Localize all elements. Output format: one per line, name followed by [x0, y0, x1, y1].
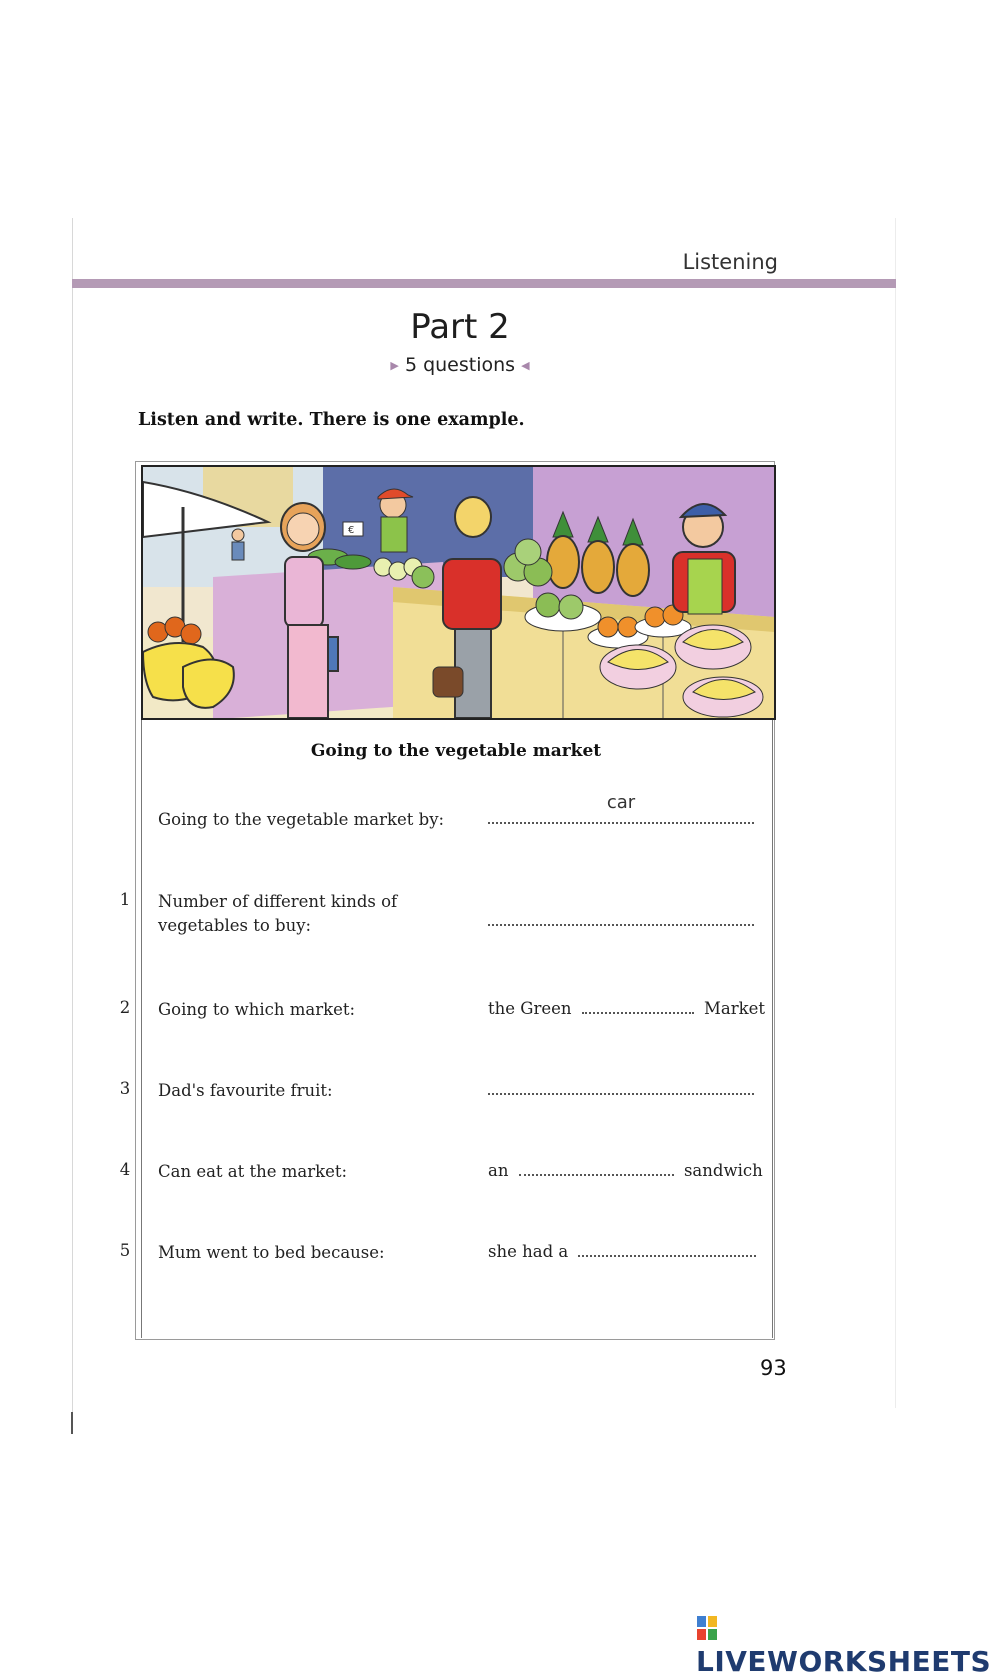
question-prompt: Dad's favourite fruit: — [158, 1081, 333, 1100]
question-prompt: Number of different kinds of vegetables to buy: — [158, 892, 398, 935]
question-number: 1 — [119, 890, 131, 909]
example-prompt: Going to the vegetable market by: — [158, 810, 445, 829]
brand-logo[interactable] — [696, 1612, 1000, 1678]
triangle-right-icon: ▶ — [390, 359, 399, 372]
triangle-left-icon: ◀ — [521, 359, 530, 372]
answer-area — [488, 910, 758, 930]
answer-area — [488, 998, 766, 1018]
answer-area — [488, 1160, 763, 1180]
answer-blank-3[interactable] — [488, 1079, 754, 1095]
instruction: Listen and write. There is one example. — [138, 410, 525, 430]
market-illustration — [141, 465, 776, 720]
question-number: 2 — [119, 998, 131, 1017]
part-subtitle-row — [360, 354, 560, 376]
answer-area — [488, 1079, 758, 1099]
part-title: Part 2 — [410, 307, 510, 347]
section-label: Listening — [682, 250, 778, 274]
answer-area — [488, 1241, 758, 1261]
question-number: 4 — [119, 1160, 131, 1179]
example-answer-area — [488, 792, 758, 828]
question-prompt: Can eat at the market: — [158, 1162, 348, 1181]
answer-blank-2[interactable] — [582, 998, 694, 1014]
question-prompt: Mum went to bed because: — [158, 1243, 385, 1262]
question-number: 5 — [119, 1241, 131, 1260]
brand-text: LIVEWORKSHEETS — [696, 1645, 992, 1678]
answer-prefix: she had a — [488, 1242, 569, 1261]
example-answer-line — [488, 792, 754, 824]
card-title: Going to the vegetable market — [310, 741, 602, 761]
answer-blank-1[interactable] — [488, 910, 754, 926]
question-prompt: Going to which market: — [158, 1000, 356, 1019]
liveworksheets-icon — [696, 1615, 718, 1641]
page-number: 93 — [760, 1356, 787, 1380]
answer-blank-4[interactable] — [519, 1160, 674, 1176]
price-sign-text: € — [348, 525, 355, 536]
question-number: 3 — [119, 1079, 131, 1098]
answer-prefix: an — [488, 1161, 509, 1180]
answer-blank-5[interactable] — [578, 1241, 756, 1257]
example-answer: car — [606, 792, 636, 813]
answer-suffix: Market — [704, 999, 766, 1018]
page-mark — [71, 1412, 73, 1434]
page-right-edge — [895, 218, 896, 1408]
market-scene — [143, 467, 774, 718]
page-left-edge — [72, 218, 73, 1433]
answer-prefix: the Green — [488, 999, 572, 1018]
header-band — [72, 279, 896, 288]
answer-suffix: sandwich — [683, 1161, 763, 1180]
part-subtitle: 5 questions — [404, 354, 516, 376]
